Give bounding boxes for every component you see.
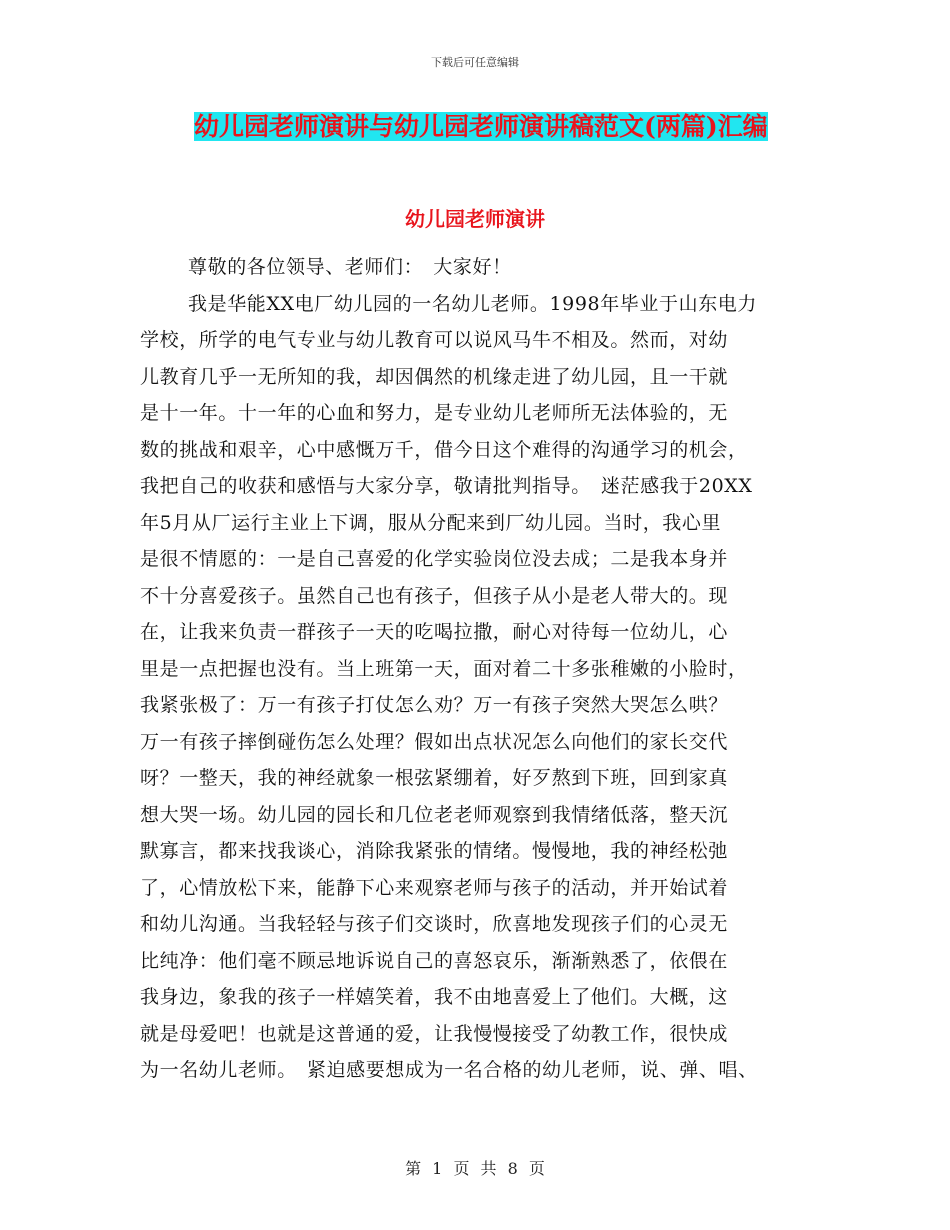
body-line: 尊敬的各位领导、老师们： 大家好！	[188, 256, 512, 278]
body-line: 是很不情愿的：一是自己喜爱的化学实验岗位没去成；二是我本身并	[140, 548, 729, 570]
body-line: 年5月从厂运行主业上下调，服从分配来到厂幼儿园。当时，我心里	[140, 511, 722, 534]
document-title	[192, 110, 770, 144]
body-line: 学校，所学的电气专业与幼儿教育可以说风马牛不相及。然而，对幼	[140, 329, 729, 351]
section-title: 幼儿园老师演讲	[405, 207, 545, 231]
body-line: 里是一点把握也没有。当上班第一天，面对着二十多张稚嫩的小脸时，	[140, 657, 748, 680]
document-title-text: 幼儿园老师演讲与幼儿园老师演讲稿范文(两篇)汇编	[194, 112, 768, 141]
body-line: 默寡言，都来找我谈心，消除我紧张的情绪。慢慢地，我的神经松弛	[140, 840, 729, 862]
body-line: 在，让我来负责一群孩子一天的吃喝拉撒，耐心对待每一位幼儿，心	[140, 621, 729, 643]
body-line: 比纯净：他们毫不顾忌地诉说自己的喜怒哀乐，渐渐熟悉了，依偎在	[140, 949, 729, 972]
body-line: 我身边，象我的孩子一样嬉笑着，我不由地喜爱上了他们。大概，这	[140, 986, 729, 1008]
body-line: 呀？一整天，我的神经就象一根弦紧绷着，好歹熬到下班，回到家真	[140, 767, 729, 789]
body-line: 万一有孩子摔倒碰伤怎么处理？假如出点状况怎么向他们的家长交代	[140, 730, 729, 753]
body-line: 儿教育几乎一无所知的我，却因偶然的机缘走进了幼儿园，且一干就	[140, 365, 729, 388]
body-line: 我紧张极了：万一有孩子打仗怎么劝？万一有孩子突然大哭怎么哄？	[140, 694, 729, 716]
body-line: 我把自己的收获和感悟与大家分享，敬请批判指导。 迷茫感我于20XX	[140, 475, 753, 497]
body-text	[140, 249, 820, 1089]
body-line: 不十分喜爱孩子。虽然自己也有孩子，但孩子从小是老人带大的。现	[140, 584, 729, 607]
page-number-footer: 第 1 页 共 8 页	[405, 1159, 545, 1178]
body-line: 了，心情放松下来，能静下心来观察老师与孩子的活动，并开始试着	[140, 876, 729, 899]
body-line: 我是华能XX电厂幼儿园的一名幼儿老师。1998年毕业于山东电力	[188, 292, 758, 315]
body-line: 想大哭一场。幼儿园的园长和几位老老师观察到我情绪低落，整天沉	[140, 803, 729, 826]
body-line: 是十一年。十一年的心血和努力，是专业幼儿老师所无法体验的，无	[140, 402, 729, 424]
body-line: 就是母爱吧！也就是这普通的爱，让我慢慢接受了幼教工作，很快成	[140, 1022, 729, 1045]
body-line: 和幼儿沟通。当我轻轻与孩子们交谈时，欣喜地发现孩子们的心灵无	[140, 913, 729, 935]
header-note: 下载后可任意编辑	[431, 56, 519, 69]
body-line: 为一名幼儿老师。 紧迫感要想成为一名合格的幼儿老师，说、弹、唱、	[140, 1059, 758, 1081]
body-line: 数的挑战和艰辛，心中感慨万千，借今日这个难得的沟通学习的机会，	[140, 438, 748, 461]
